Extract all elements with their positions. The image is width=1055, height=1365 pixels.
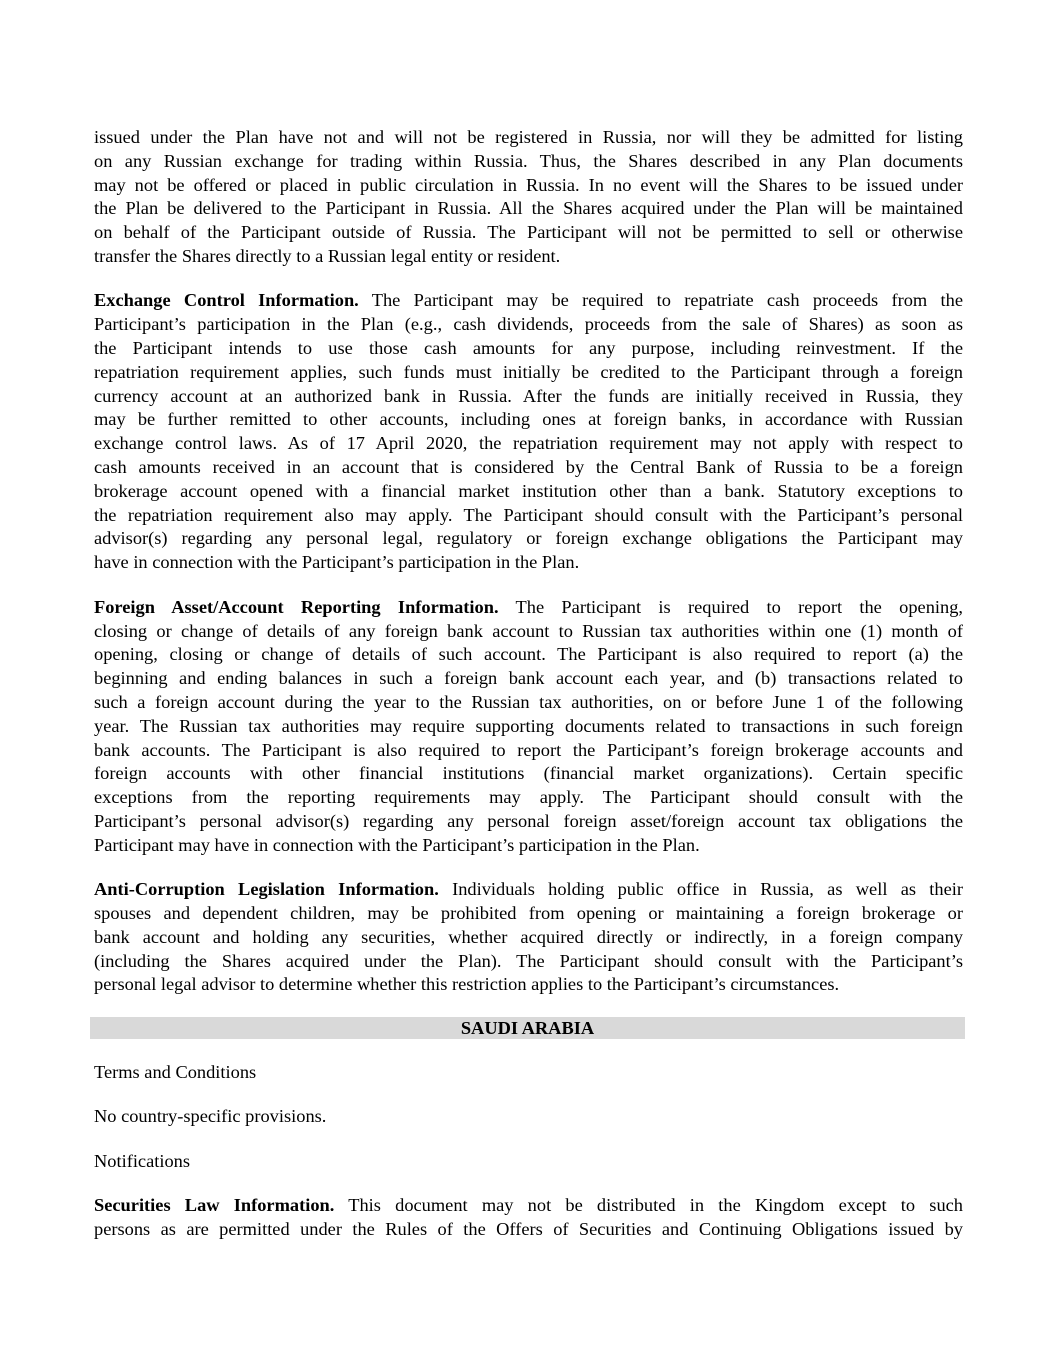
line-text: may not be offered or placed in public circulation in Russia. In no event will the Shares to be issued under: [94, 174, 963, 195]
text-line: [94, 1218, 963, 1242]
text-line: [94, 667, 963, 691]
line-text: The Participant may be required to repatriate cash proceeds from the: [358, 290, 963, 311]
paragraph: [94, 1150, 963, 1174]
line-text: The Participant is required to report the opening,: [498, 596, 963, 617]
paragraph: [94, 596, 963, 858]
text-line: [94, 691, 963, 715]
line-text: cash amounts received in an account that is considered by the Central Bank of Russia to be a foreign: [94, 457, 963, 478]
line-text: the Plan be delivered to the Participant in Russia. All the Shares acquired under the Plan will be maintained: [94, 198, 963, 219]
line-text: on any Russian exchange for trading within Russia. Thus, the Shares described in any Plan documents: [94, 150, 963, 171]
paragraph: [94, 1105, 963, 1129]
line-text: on behalf of the Participant outside of Russia. The Participant will not be permitted to sell or otherwise: [94, 222, 963, 243]
text-line: [94, 620, 963, 644]
text-line: [94, 973, 963, 997]
text-line: [94, 926, 963, 950]
line-text: year. The Russian tax authorities may require supporting documents related to transactions in such foreign: [94, 715, 963, 736]
line-text: This document may not be distributed in the Kingdom except to such: [334, 1195, 963, 1216]
text-line: [94, 834, 963, 858]
text-line: [94, 174, 963, 198]
paragraph-heading: Foreign Asset/Account Reporting Information.: [94, 596, 499, 617]
text-line: [94, 432, 963, 456]
line-text: currency account at an authorized bank in Russia. After the funds are initially received in Russia, they: [94, 385, 963, 406]
line-text: advisor(s) regarding any personal legal, regulatory or foreign exchange obligations the Participant may: [94, 528, 963, 549]
text-line: [94, 197, 963, 221]
line-text: have in connection with the Participant’s participation in the Plan.: [94, 552, 580, 573]
text-line: [94, 221, 963, 245]
document-body-russia: [94, 126, 963, 1018]
text-line: [94, 1105, 963, 1129]
text-line: [94, 878, 963, 902]
text-line: [94, 504, 963, 528]
line-text: repatriation requirement applies, such funds must initially be credited to the Participant through a foreign: [94, 361, 963, 382]
line-text: exchange control laws. As of 17 April 2020, the repatriation requirement may not apply with respect to: [94, 433, 963, 454]
line-text: issued under the Plan have not and will not be registered in Russia, nor will they be admitted for listing: [94, 127, 963, 147]
text-line: [94, 313, 963, 337]
text-line: [94, 408, 963, 432]
text-line: [94, 739, 963, 763]
text-line: [94, 361, 963, 385]
line-text: foreign accounts with other financial institutions (financial market organizations). Certain specific: [94, 763, 963, 784]
line-text: Terms and Conditions: [94, 1062, 257, 1082]
text-line: [94, 950, 963, 974]
text-line: [94, 643, 963, 667]
text-line: [94, 245, 963, 269]
text-line: [94, 810, 963, 834]
paragraph: [94, 126, 963, 269]
paragraph-heading: Anti-Corruption Legislation Information.: [94, 879, 439, 900]
line-text: Participant’s personal advisor(s) regarding any personal foreign asset/foreign account tax obligations the: [94, 810, 963, 831]
text-line: [94, 596, 963, 620]
line-text: beginning and ending balances in such a foreign bank account each year, and (b) transactions related to: [94, 668, 963, 689]
line-text: the repatriation requirement also may apply. The Participant should consult with the Participant’s personal: [94, 504, 963, 525]
line-text: No country-specific provisions.: [94, 1106, 327, 1127]
line-text: the Participant intends to use those cash amounts for any purpose, including reinvestment. If the: [94, 338, 963, 359]
paragraph: [94, 289, 963, 575]
text-line: [94, 551, 963, 575]
country-heading: SAUDI ARABIA: [460, 1018, 595, 1038]
text-line: [94, 1150, 963, 1174]
paragraph: [94, 1194, 963, 1242]
line-text: Participant may have in connection with the Participant’s participation in the Plan.: [94, 834, 700, 855]
text-line: [94, 715, 963, 739]
text-line: [94, 385, 963, 409]
text-line: [94, 1061, 963, 1085]
line-text: Individuals holding public office in Russia, as well as their: [438, 879, 963, 900]
text-line: [94, 480, 963, 504]
text-line: [94, 150, 963, 174]
line-text: closing or change of details of any foreign bank account to Russian tax authorities within one (1) month of: [94, 620, 963, 641]
line-text: transfer the Shares directly to a Russian legal entity or resident.: [94, 245, 561, 266]
paragraph-heading: Securities Law Information.: [94, 1195, 335, 1216]
paragraph: [94, 1061, 963, 1085]
line-text: may be further remitted to other accounts, including ones at foreign banks, in accordance with Russian: [94, 409, 963, 430]
line-text: Notifications: [94, 1150, 191, 1171]
line-text: bank accounts. The Participant is also required to report the Participant’s foreign brokerage accounts and: [94, 739, 963, 760]
text-line: [94, 527, 963, 551]
line-text: opening, closing or change of details of such account. The Participant is also required to report (a) the: [94, 644, 963, 665]
text-line: [94, 762, 963, 786]
line-text: such a foreign account during the year to the Russian tax authorities, on or before June 1 of the following: [94, 691, 963, 712]
paragraph: [94, 878, 963, 997]
text-line: [94, 456, 963, 480]
line-text: persons as are permitted under the Rules of the Offers of Securities and Continuing Obligations issued by: [94, 1219, 963, 1240]
text-line: [94, 337, 963, 361]
line-text: bank account and holding any securities, whether acquired directly or indirectly, in a foreign company: [94, 926, 963, 947]
line-text: personal legal advisor to determine whether this restriction applies to the Participant’s circumstances.: [94, 974, 840, 995]
line-text: (including the Shares acquired under the Plan). The Participant should consult with the Participant’s: [94, 950, 963, 971]
text-line: [94, 126, 963, 150]
text-line: [94, 902, 963, 926]
paragraph-heading: Exchange Control Information.: [94, 290, 359, 311]
line-text: Participant’s participation in the Plan (e.g., cash dividends, proceeds from the sale of Shares) as soon as: [94, 314, 963, 335]
document-body-saudi-arabia: [94, 1061, 963, 1263]
text-line: [94, 1194, 963, 1218]
country-heading-bar: [90, 1017, 965, 1039]
line-text: spouses and dependent children, may be prohibited from opening or maintaining a foreign brokerage or: [94, 902, 963, 923]
line-text: exceptions from the reporting requirements may apply. The Participant should consult with the: [94, 787, 963, 808]
text-line: [94, 786, 963, 810]
line-text: brokerage account opened with a financial market institution other than a bank. Statutory exceptions to: [94, 480, 963, 501]
text-line: [94, 289, 963, 313]
